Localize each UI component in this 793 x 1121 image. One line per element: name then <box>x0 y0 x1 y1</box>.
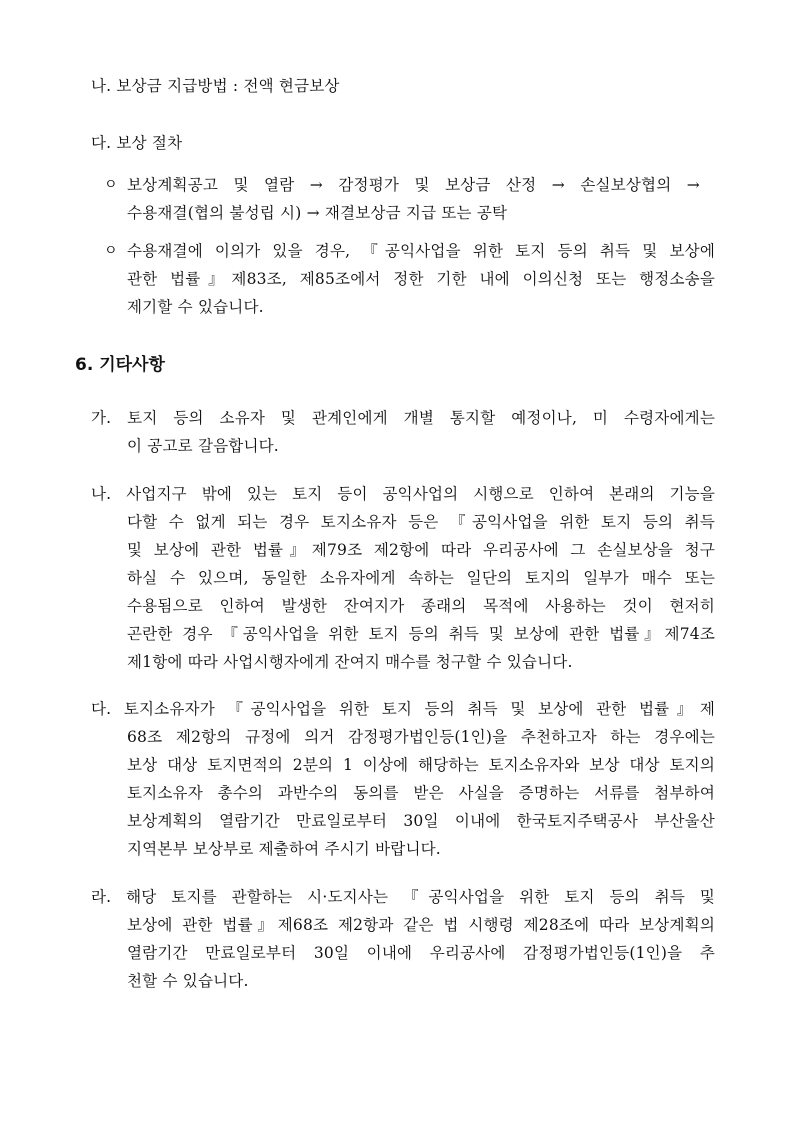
item-ra-line-2: 보상에 관한 법률』제68조 제2항과 같은 법 시행령 제28조에 따라 보상계획의 <box>127 916 715 934</box>
section-heading: 6. 기타사항 <box>75 355 165 375</box>
item-na-line-3: 및 보상에 관한 법률』제79조 제2항에 따라 우리공사에 그 손실보상을 청구 <box>127 541 715 559</box>
item-na-line-1: 나. 사업지구 밖에 있는 토지 등이 공익사업의 시행으로 인하여 본래의 기능을 <box>91 485 715 503</box>
procedure-2-line-1: 수용재결에 이의가 있을 경우, 『공익사업을 위한 토지 등의 취득 및 보상에 <box>127 242 715 260</box>
item-da-line-6: 지역본부 보상부로 제출하여 주시기 바랍니다. <box>127 840 441 858</box>
item-da-line-2: 68조 제2항의 규정에 의거 감정평가법인등(1인)을 추천하고자 하는 경우에는 <box>127 728 715 746</box>
bullet-marker: ㅇ <box>104 177 118 193</box>
item-na-line-4: 하실 수 있으며, 동일한 소유자에게 속하는 일단의 토지의 일부가 매수 또는 <box>127 569 715 587</box>
procedure-2-line-3: 제기할 수 있습니다. <box>127 298 264 316</box>
procedure-title: 다. 보상 절차 <box>91 134 183 152</box>
bullet-marker: ㅇ <box>104 243 118 259</box>
procedure-1-line-1: 보상계획공고 및 열람 → 감정평가 및 보상금 산정 → 손실보상협의 → <box>127 176 700 194</box>
item-ra-line-4: 천할 수 있습니다. <box>127 972 249 990</box>
procedure-2-line-2: 관한 법률』제83조, 제85조에서 정한 기한 내에 이의신청 또는 행정소송을 <box>127 270 715 288</box>
item-da-line-1: 다. 토지소유자가 『공익사업을 위한 토지 등의 취득 및 보상에 관한 법률』제 <box>91 700 715 718</box>
item-da-line-4: 토지소유자 총수의 과반수의 동의를 받은 사실을 증명하는 서류를 첨부하여 <box>127 784 715 802</box>
procedure-1-line-2: 수용재결(협의 불성립 시) → 재결보상금 지급 또는 공탁 <box>127 204 508 222</box>
item-ga-line-1: 가. 토지 등의 소유자 및 관계인에게 개별 통지할 예정이나, 미 수령자에게는 <box>91 409 715 427</box>
item-na-line-2: 다할 수 없게 되는 경우 토지소유자 등은 『공익사업을 위한 토지 등의 취득 <box>127 513 715 531</box>
item-da-line-3: 보상 대상 토지면적의 2분의 1 이상에 해당하는 토지소유자와 보상 대상 토지의 <box>127 756 715 774</box>
item-na-line-6: 곤란한 경우 『공익사업을 위한 토지 등의 취득 및 보상에 관한 법률』제74조 <box>127 625 715 643</box>
item-na-line-7: 제1항에 따라 사업시행자에게 잔여지 매수를 청구할 수 있습니다. <box>127 653 573 671</box>
payment-method-line: 나. 보상금 지급방법 : 전액 현금보상 <box>91 77 340 95</box>
item-ga-line-2: 이 공고로 갈음합니다. <box>127 437 279 455</box>
item-ra-line-1: 라. 해당 토지를 관할하는 시·도지사는 『공익사업을 위한 토지 등의 취득 및 <box>91 888 715 906</box>
item-ra-line-3: 열람기간 만료일로부터 30일 이내에 우리공사에 감정평가법인등(1인)을 추 <box>127 944 715 962</box>
item-da-line-5: 보상계획의 열람기간 만료일로부터 30일 이내에 한국토지주택공사 부산울산 <box>127 812 715 830</box>
item-na-line-5: 수용됨으로 인하여 발생한 잔여지가 종래의 목적에 사용하는 것이 현저히 <box>127 597 715 615</box>
